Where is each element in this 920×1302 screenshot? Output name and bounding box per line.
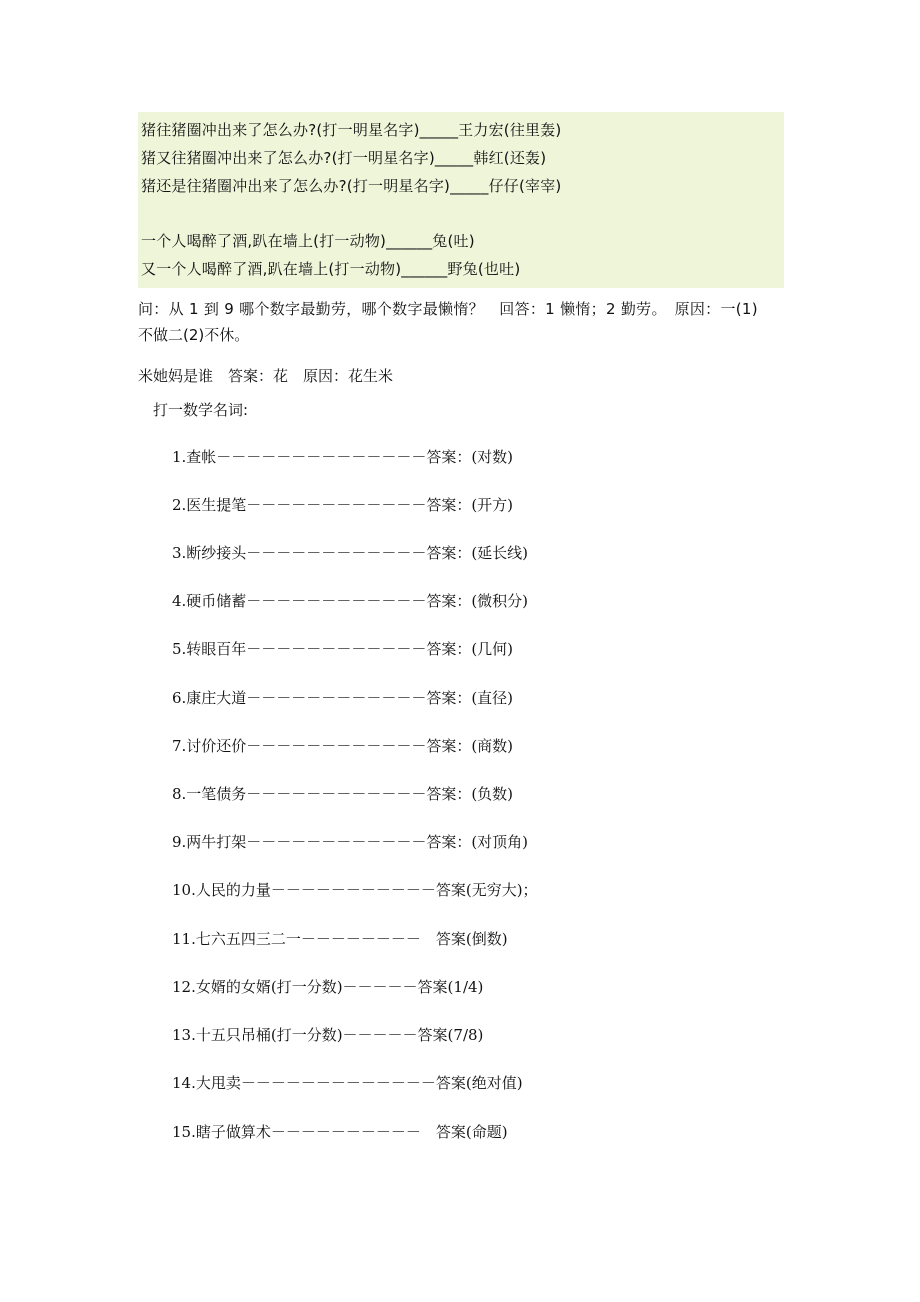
riddle-item: 12.女婿的女婿(打一分数)－－－－－答案(1/4): [172, 978, 484, 996]
riddle-item: 10.人民的力量－－－－－－－－－－－答案(无穷大)；: [172, 881, 538, 899]
riddle-item: 4.硬币储蓄－－－－－－－－－－－－答案：(微积分): [172, 592, 529, 610]
math-heading: 打一数学名词:: [153, 401, 249, 419]
joke-box: [138, 112, 784, 288]
riddle-item: 1.查帐－－－－－－－－－－－－－－答案：(对数): [172, 448, 514, 466]
riddle-item: 6.康庄大道－－－－－－－－－－－－答案：(直径): [172, 689, 514, 707]
riddle-item: 15.瞎子做算术－－－－－－－－－－ 答案(命题): [172, 1123, 508, 1141]
riddle-item: 2.医生提笔－－－－－－－－－－－－答案：(开方): [172, 496, 514, 514]
riddle-item: 8.一笔债务－－－－－－－－－－－－答案：(负数): [172, 785, 514, 803]
qa-line-2: 不做二(2)不休。: [138, 326, 250, 344]
riddle-item: 3.断纱接头－－－－－－－－－－－－答案：(延长线): [172, 544, 529, 562]
joke-line-4: 一个人喝醉了酒,趴在墙上(打一动物)______兔(吐): [141, 232, 475, 250]
joke-line-2: 猪又往猪圈冲出来了怎么办?(打一明星名字)_____韩红(还轰): [141, 149, 547, 167]
riddle-item: 7.讨价还价－－－－－－－－－－－－答案：(商数): [172, 737, 514, 755]
qa-line-1: 问：从 1 到 9 哪个数字最勤劳，哪个数字最懒惰？ 回答：1 懒惰；2 勤劳。 原因：一(1): [138, 300, 758, 318]
joke-line-1: 猪往猪圈冲出来了怎么办?(打一明星名字)_____王力宏(往里轰): [141, 121, 562, 139]
riddle-item: 11.七六五四三二一－－－－－－－－ 答案(倒数): [172, 930, 508, 948]
joke-line-3: 猪还是往猪圈冲出来了怎么办?(打一明星名字)_____仔仔(宰宰): [141, 177, 562, 195]
riddle-item: 14.大甩卖－－－－－－－－－－－－－答案(绝对值): [172, 1074, 523, 1092]
riddle-item: 13.十五只吊桶(打一分数)－－－－－答案(7/8): [172, 1026, 484, 1044]
rice-riddle: 米她妈是谁 答案：花 原因：花生米: [138, 367, 394, 385]
riddle-item: 9.两牛打架－－－－－－－－－－－－答案：(对顶角): [172, 833, 529, 851]
joke-line-5: 又一个人喝醉了酒,趴在墙上(打一动物)______野兔(也吐): [141, 260, 521, 278]
riddle-item: 5.转眼百年－－－－－－－－－－－－答案：(几何): [172, 640, 514, 658]
